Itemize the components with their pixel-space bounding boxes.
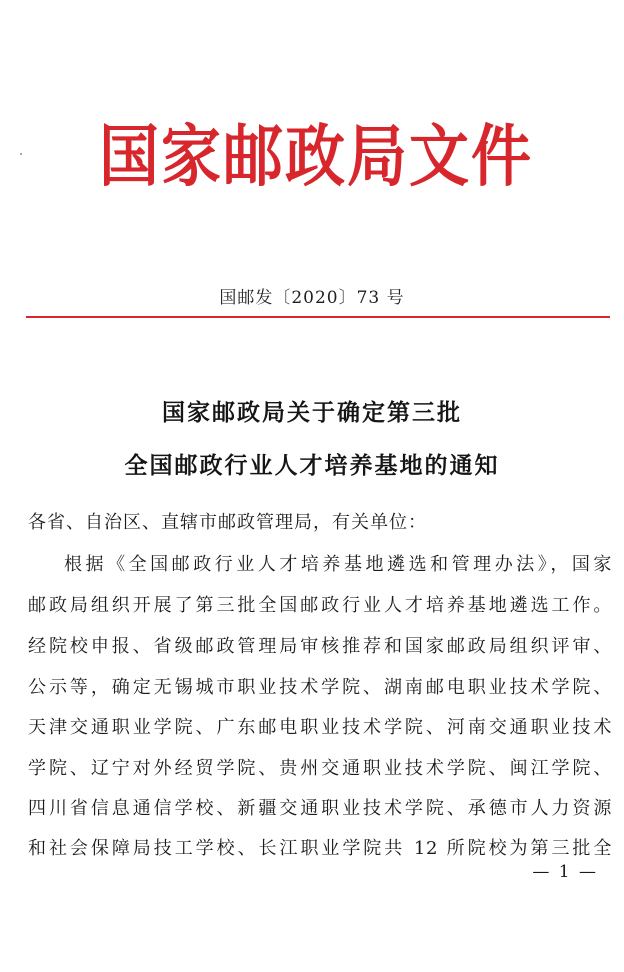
masthead-title: 国家邮政局文件: [99, 117, 533, 197]
body-line-2: 邮政局组织开展了第三批全国邮政行业人才培养基地遴选工作。: [28, 595, 612, 616]
body-line-4: 公示等，确定无锡城市职业技术学院、湖南邮电职业技术学院、: [28, 677, 612, 698]
document-number: 国邮发〔2020〕73 号: [219, 288, 405, 308]
scan-speck: [20, 153, 22, 155]
body-line-8: 和社会保障局技工学校、长江职业学院共 12 所院校为第三批全: [28, 838, 612, 859]
body-line-6: 学院、辽宁对外经贸学院、贵州交通职业技术学院、闽江学院、: [28, 758, 612, 779]
salutation: 各省、自治区、直辖市邮政管理局，有关单位：: [28, 512, 427, 533]
red-divider-line: [26, 316, 610, 318]
page-number: — 1 —: [532, 862, 598, 882]
body-line-5: 天津交通职业学院、广东邮电职业技术学院、河南交通职业技术: [28, 717, 612, 738]
body-line-3: 经院校申报、省级邮政管理局审核推荐和国家邮政局组织评审、: [28, 636, 612, 657]
notice-title-line-1: 国家邮政局关于确定第三批: [162, 400, 462, 426]
body-line-1: 根据《全国邮政行业人才培养基地遴选和管理办法》，国家: [64, 554, 612, 575]
notice-title-line-2: 全国邮政行业人才培养基地的通知: [124, 453, 500, 479]
body-line-7: 四川省信息通信学校、新疆交通职业技术学院、承德市人力资源: [28, 798, 612, 819]
